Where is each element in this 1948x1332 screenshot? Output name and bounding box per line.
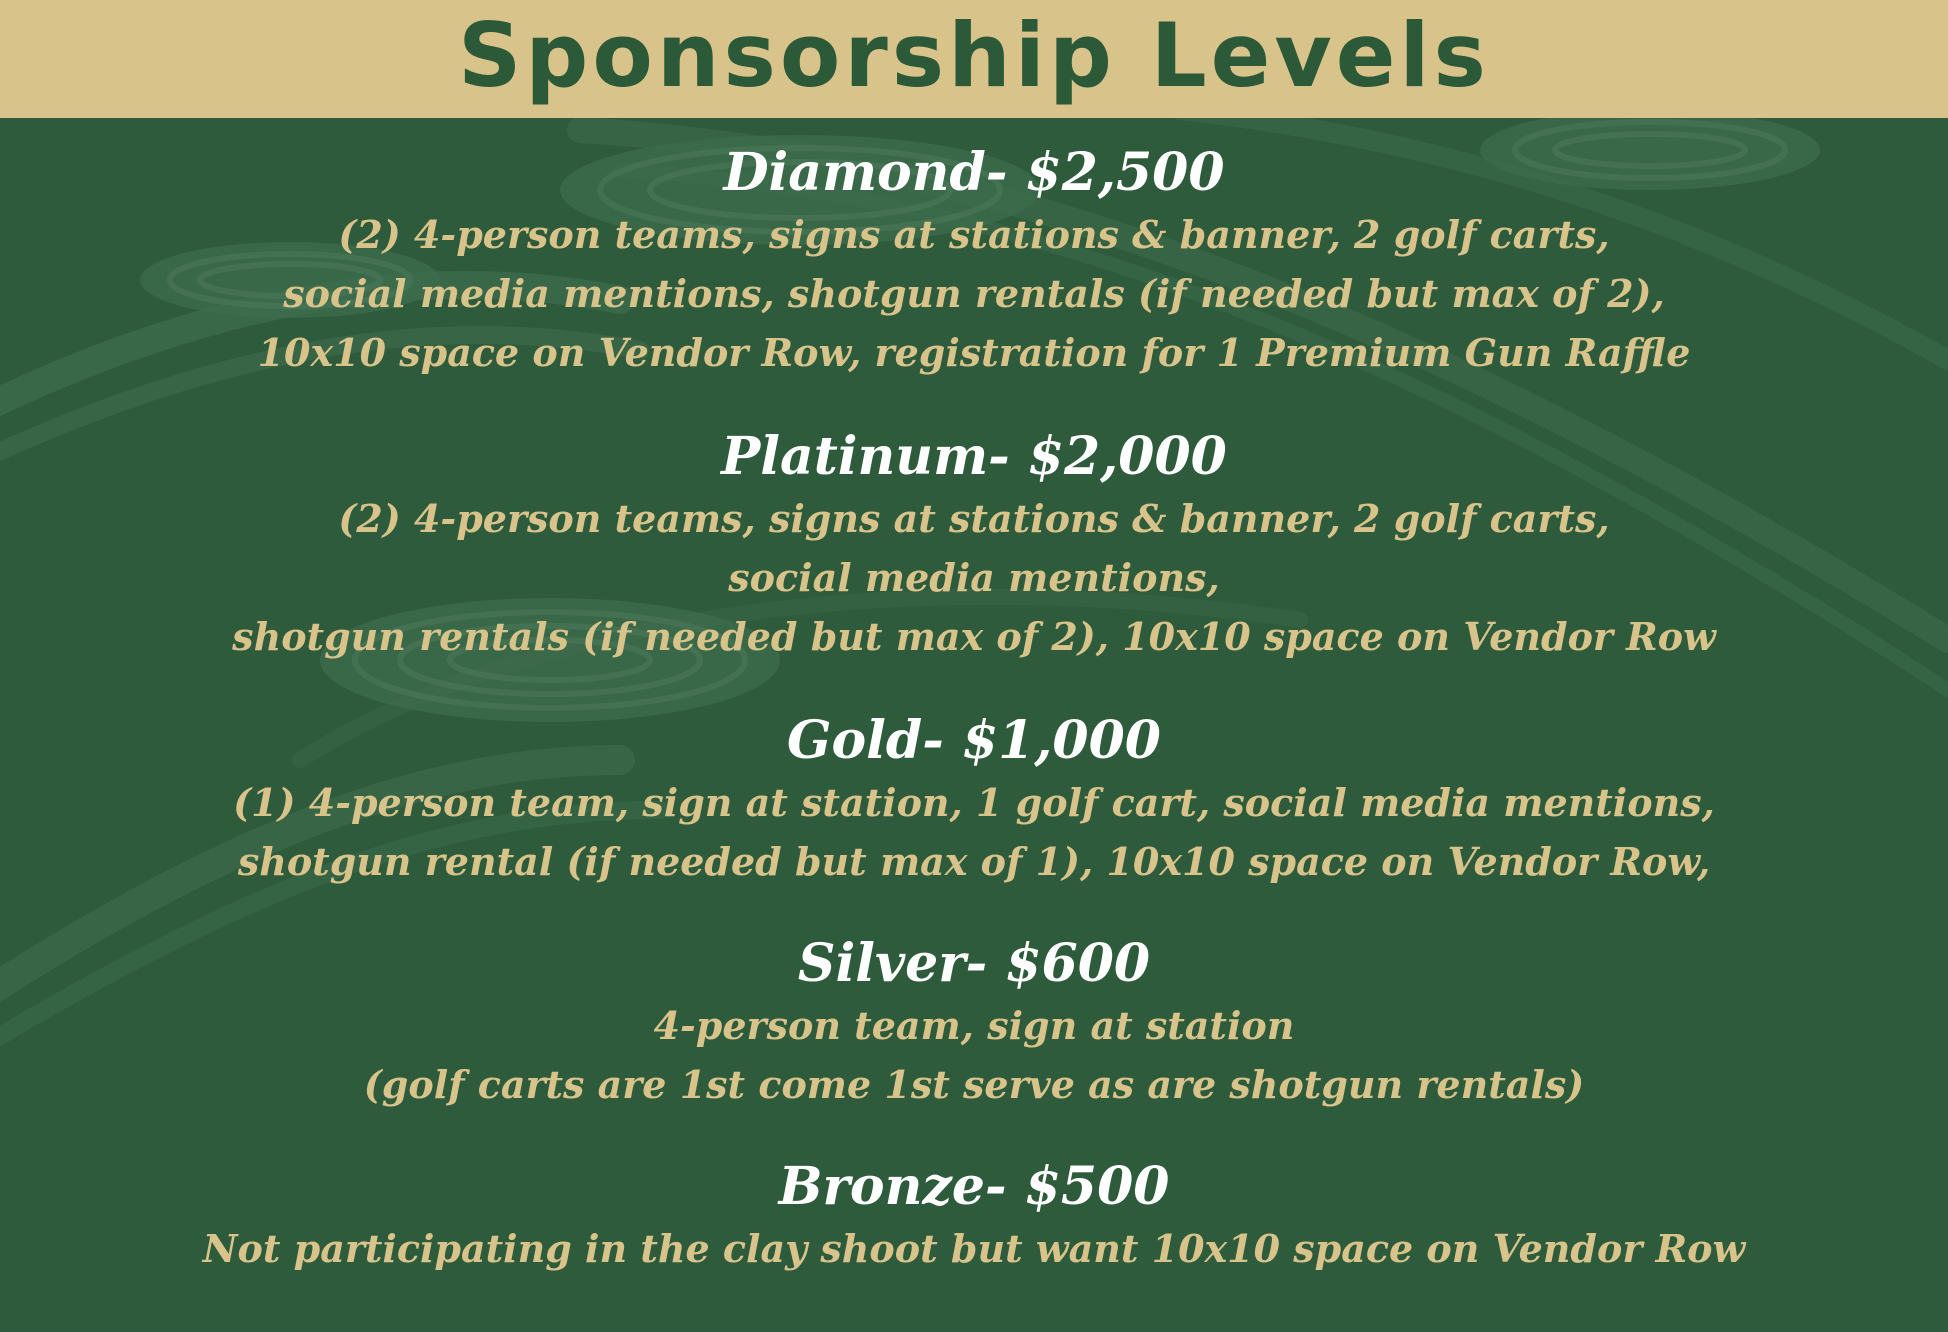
level-benefit-line: (2) 4-person teams, signs at stations & banner, 2 golf carts,: [338, 496, 1610, 541]
level-title: Diamond- $2,500: [723, 142, 1225, 203]
level-benefit-line: (2) 4-person teams, signs at stations & banner, 2 golf carts,: [338, 212, 1610, 257]
level-bronze: [0, 1156, 1948, 1279]
header-bar: [0, 0, 1948, 118]
level-benefit-line: shotgun rentals (if needed but max of 2), 10x10 space on Vendor Row: [232, 614, 1716, 659]
level-benefit-line: (1) 4-person team, sign at station, 1 golf cart, social media mentions,: [233, 780, 1715, 825]
level-gold: [0, 710, 1948, 892]
level-silver: [0, 933, 1948, 1115]
level-benefit-line: 10x10 space on Vendor Row, registration for 1 Premium Gun Raffle: [257, 330, 1691, 375]
level-title: Silver- $600: [797, 933, 1151, 994]
level-title: Bronze- $500: [778, 1156, 1170, 1217]
level-title: Gold- $1,000: [787, 710, 1161, 771]
level-benefit-line: 4-person team, sign at station: [653, 1003, 1295, 1048]
level-platinum: [0, 426, 1948, 667]
level-benefit-line: social media mentions, shotgun rentals (if needed but max of 2),: [283, 271, 1665, 316]
page-title: Sponsorship Levels: [458, 4, 1490, 107]
level-benefit-line: social media mentions,: [728, 555, 1220, 600]
level-title: Platinum- $2,000: [721, 426, 1227, 487]
level-diamond: [0, 142, 1948, 383]
level-benefit-line: Not participating in the clay shoot but want 10x10 space on Vendor Row: [202, 1226, 1746, 1271]
level-benefit-line: (golf carts are 1st come 1st serve as are shotgun rentals): [363, 1062, 1585, 1107]
level-benefit-line: shotgun rental (if needed but max of 1), 10x10 space on Vendor Row,: [237, 839, 1711, 884]
